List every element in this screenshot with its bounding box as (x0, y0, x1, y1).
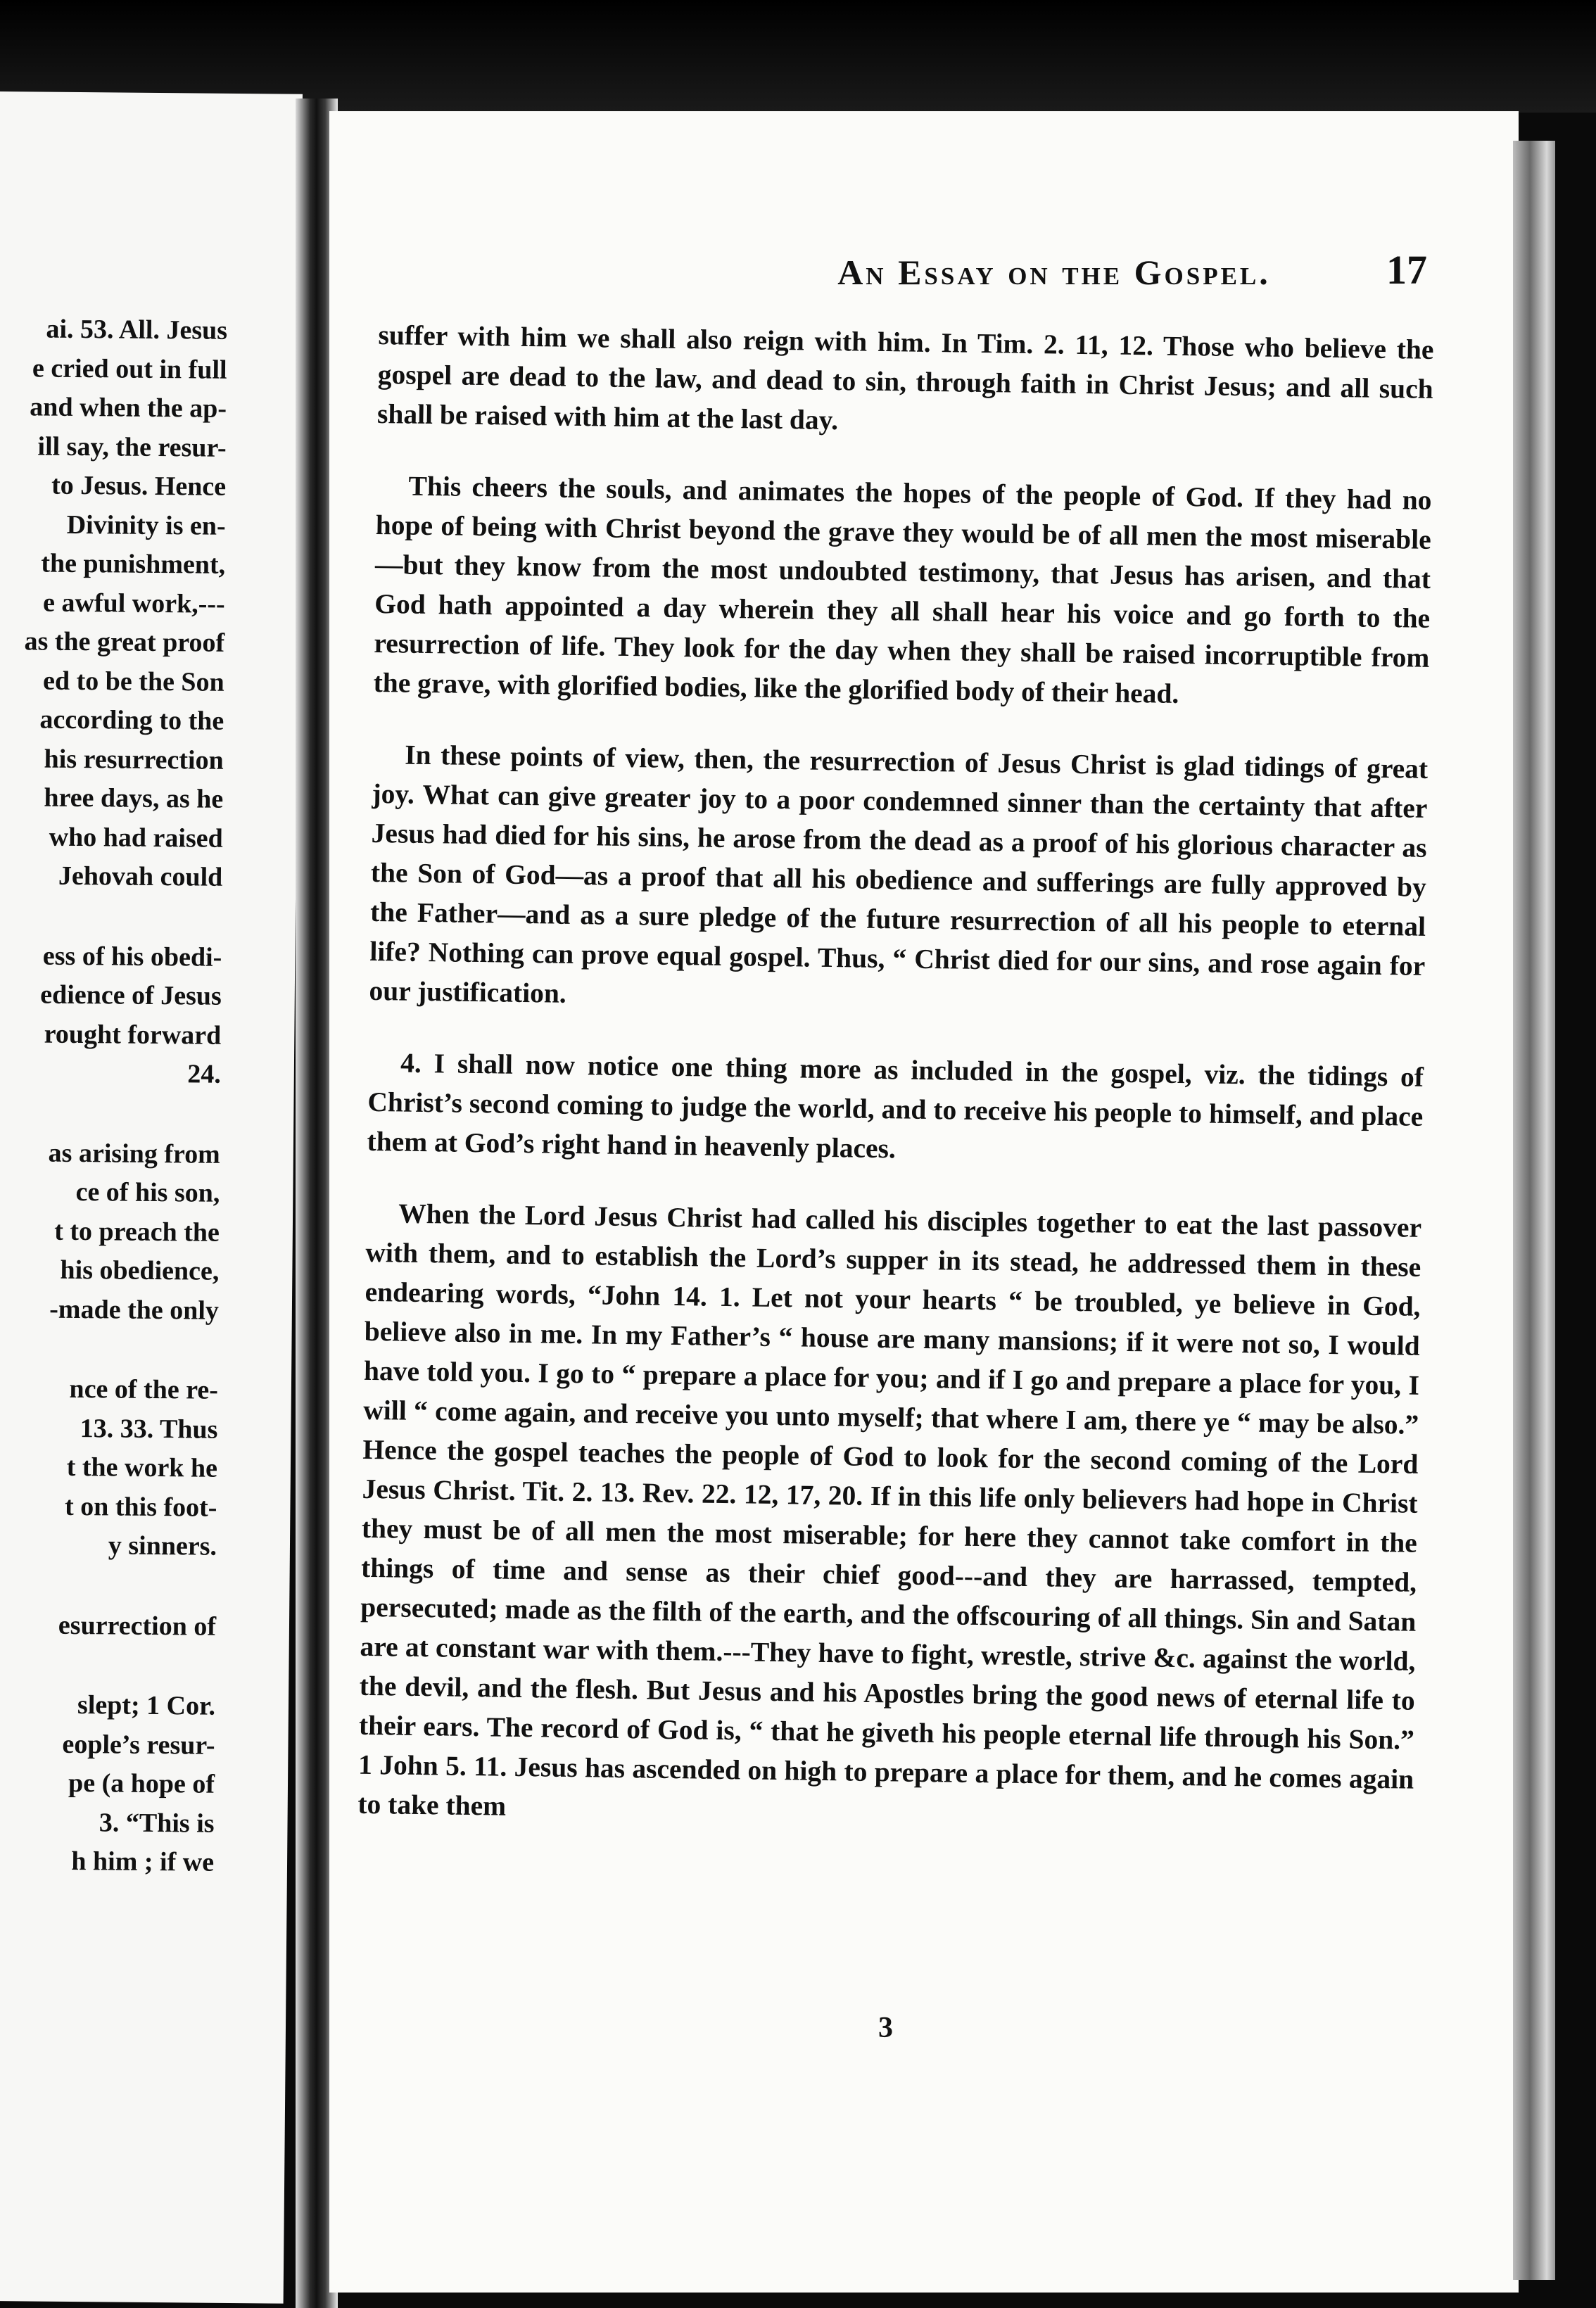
left-page-text (0, 310, 293, 1883)
left-page-line: t on this foot- (64, 1491, 217, 1523)
left-page-line: e awful work,--- (42, 588, 225, 619)
page-body (357, 315, 1433, 1871)
left-page-line: the punishment, (41, 548, 226, 580)
left-page-line: as the great proof (24, 626, 225, 658)
left-page-line: ce of his son, (75, 1177, 220, 1208)
left-page-line: as arising from (48, 1138, 221, 1169)
left-page-line: his obedience, (60, 1255, 220, 1286)
left-page-line: 3. “This is (99, 1807, 215, 1839)
left-page-line: eople’s resur- (62, 1729, 215, 1761)
left-page-line: t the work he (66, 1452, 218, 1483)
left-page-line: ai. 53. All. Jesus (46, 314, 228, 345)
right-page (329, 111, 1519, 2293)
left-page-line: ess of his obedi- (42, 941, 222, 972)
line-gap (0, 895, 289, 939)
left-page-line: who had raised (49, 822, 223, 854)
paragraph: In these points of view, then, the resurrection of Jesus Christ is glad tidings of great joy. What can give greater joy to a poor condemned sinner than the certainty that after Jesus had died for his sins, he arose from the dead as a proof of his glorious character as the Son of God—as a proof that all his obedience and sufferings are fully approved by the Father—and as a sure pledge of the future resurrection of all his people to eternal life? Nothing can prove equal gospel. Thus, “ Christ died for our sins, and rose again for our justification. (369, 739, 1429, 1009)
left-page-line: and when the ap- (30, 392, 227, 424)
signature-mark: 3 (878, 2012, 893, 2044)
line-gap (0, 1329, 285, 1372)
line-gap (0, 1092, 287, 1136)
paragraph: 4. I shall now notice one thing more as included in the gospel, viz. the tidings of Christ’s second coming to judge the world, and to receive his people to himself, and place them at God’s right hand in heavenly places. (367, 1047, 1424, 1165)
left-page-line: pe (a hope of (68, 1768, 215, 1799)
left-page-line: 24. (187, 1059, 222, 1089)
left-page-line: -made the only (49, 1294, 220, 1326)
left-page-line: his resurrection (44, 744, 224, 775)
left-page-line: nce of the re- (69, 1374, 219, 1405)
line-gap (0, 1564, 283, 1608)
paragraph: This cheers the souls, and animates the hopes of the people of God. If they had no hope of being with Christ beyond the grave they would be of all men the most miserable—but they know from the most undoubted testimony, that Jesus has arisen, and that God hath appointed a day wherein they all shall hear his voice and go forth to the resurrection of life. They look for the day when they shall be raised incorruptible from the grave, with glorified bodies, like the glorified body of their head. (373, 470, 1432, 709)
left-page-line: to Jesus. Hence (51, 470, 227, 502)
line-gap (0, 1644, 282, 1688)
left-page-line: h him ; if we (71, 1846, 215, 1877)
left-page-line: edience of Jesus (40, 979, 222, 1011)
left-page-line: t to preach the (54, 1216, 220, 1248)
paragraph: suffer with him we shall also reign with him. In Tim. 2. 11, 12. Those who believe the gospel are dead to the law, and dead to sin, through faith in Christ Jesus; and all such shall be raised with him at the last day. (376, 319, 1434, 436)
left-page-line: Jehovah could (58, 861, 223, 892)
left-page-line: y sinners. (108, 1530, 217, 1561)
scan-right-shadow (1555, 113, 1596, 2308)
paragraph: When the Lord Jesus Christ had called his disciples together to eat the last passover with them, and to establish the Lord’s supper in its stead, he addressed them in these endearing words, “John 14. 1. Let not your hearts “ be troubled, ye believe in God, believe also in me. In my Father’s “ house are many mansions; if it were not so, I would have told you. I go to “ prepare a place for you; and if I go and prepare a place for you, I will “ come again, and receive you unto myself; that where I am, there ye “ may be also.” Hence the gospel teaches the people of God to look for the second coming of the Lord Jesus Christ. Tit. 2. 13. Rev. 22. 12, 17, 20. If in this life only believers had hope in Christ they must be of all men the most miserable; for here they cannot take comfort in the things of time and sense as their chief good---and they are harrassed, tempted, persecuted; made as the filth of the earth, and the offscouring of all things. Sin and Satan are at constant war with them.---They have to fight, wrestle, strive &c. against the world, the devil, and the flesh. But Jesus and his Apostles bring the good news of eternal life to their ears. The record of God is, “ that he giveth his people eternal life through his Son.” 1 John 5. 11. Jesus has ascended on high to prepare a place for them, and he comes again to take them (357, 1198, 1422, 1822)
left-page (0, 91, 303, 2304)
left-page-line: ill say, the resur- (37, 431, 227, 463)
left-page-line: hree days, as he (44, 782, 224, 814)
left-page-line: rought forward (44, 1019, 222, 1051)
left-page-line: 13. 33. Thus (80, 1413, 218, 1445)
left-page-line: e cried out in full (32, 353, 227, 385)
left-page-line: esurrection of (58, 1610, 217, 1642)
left-page-line: according to the (39, 704, 224, 736)
left-page-line: Divinity is en- (66, 509, 226, 541)
running-head: An Essay on the Gospel. (837, 253, 1271, 292)
left-page-line: ed to be the Son (42, 666, 224, 697)
page-number: 17 (1386, 247, 1427, 293)
left-page-line: slept; 1 Cor. (77, 1690, 216, 1721)
